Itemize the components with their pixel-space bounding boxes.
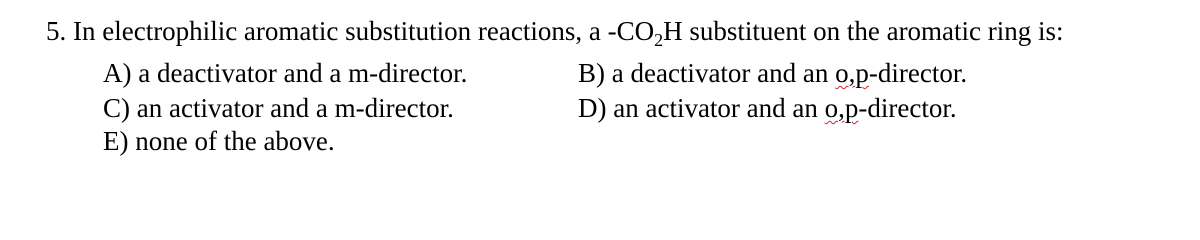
question-stem: [46, 15, 1064, 50]
option-b: [578, 57, 967, 89]
option-e: E) none of the above.: [103, 126, 335, 156]
spellcheck-flagged-word: o,p: [835, 58, 869, 88]
subscript-two: 2: [654, 30, 664, 50]
option-d: [578, 92, 957, 124]
question-stem-text-end: H substituent on the aromatic ring is:: [663, 16, 1064, 46]
spellcheck-flagged-word: o,p: [824, 93, 859, 123]
option-c: C) an activator and a m-director.: [103, 93, 454, 123]
option-a: A) a deactivator and a m-director.: [103, 58, 468, 88]
option-d-text-end: -director.: [858, 93, 957, 123]
option-d-text: D) an activator and an: [578, 93, 825, 123]
question-stem-text: 5. In electrophilic aromatic substitution reactions, a -CO: [46, 16, 655, 46]
option-b-text: B) a deactivator and an: [578, 58, 836, 88]
option-b-text-end: -director.: [868, 58, 968, 88]
